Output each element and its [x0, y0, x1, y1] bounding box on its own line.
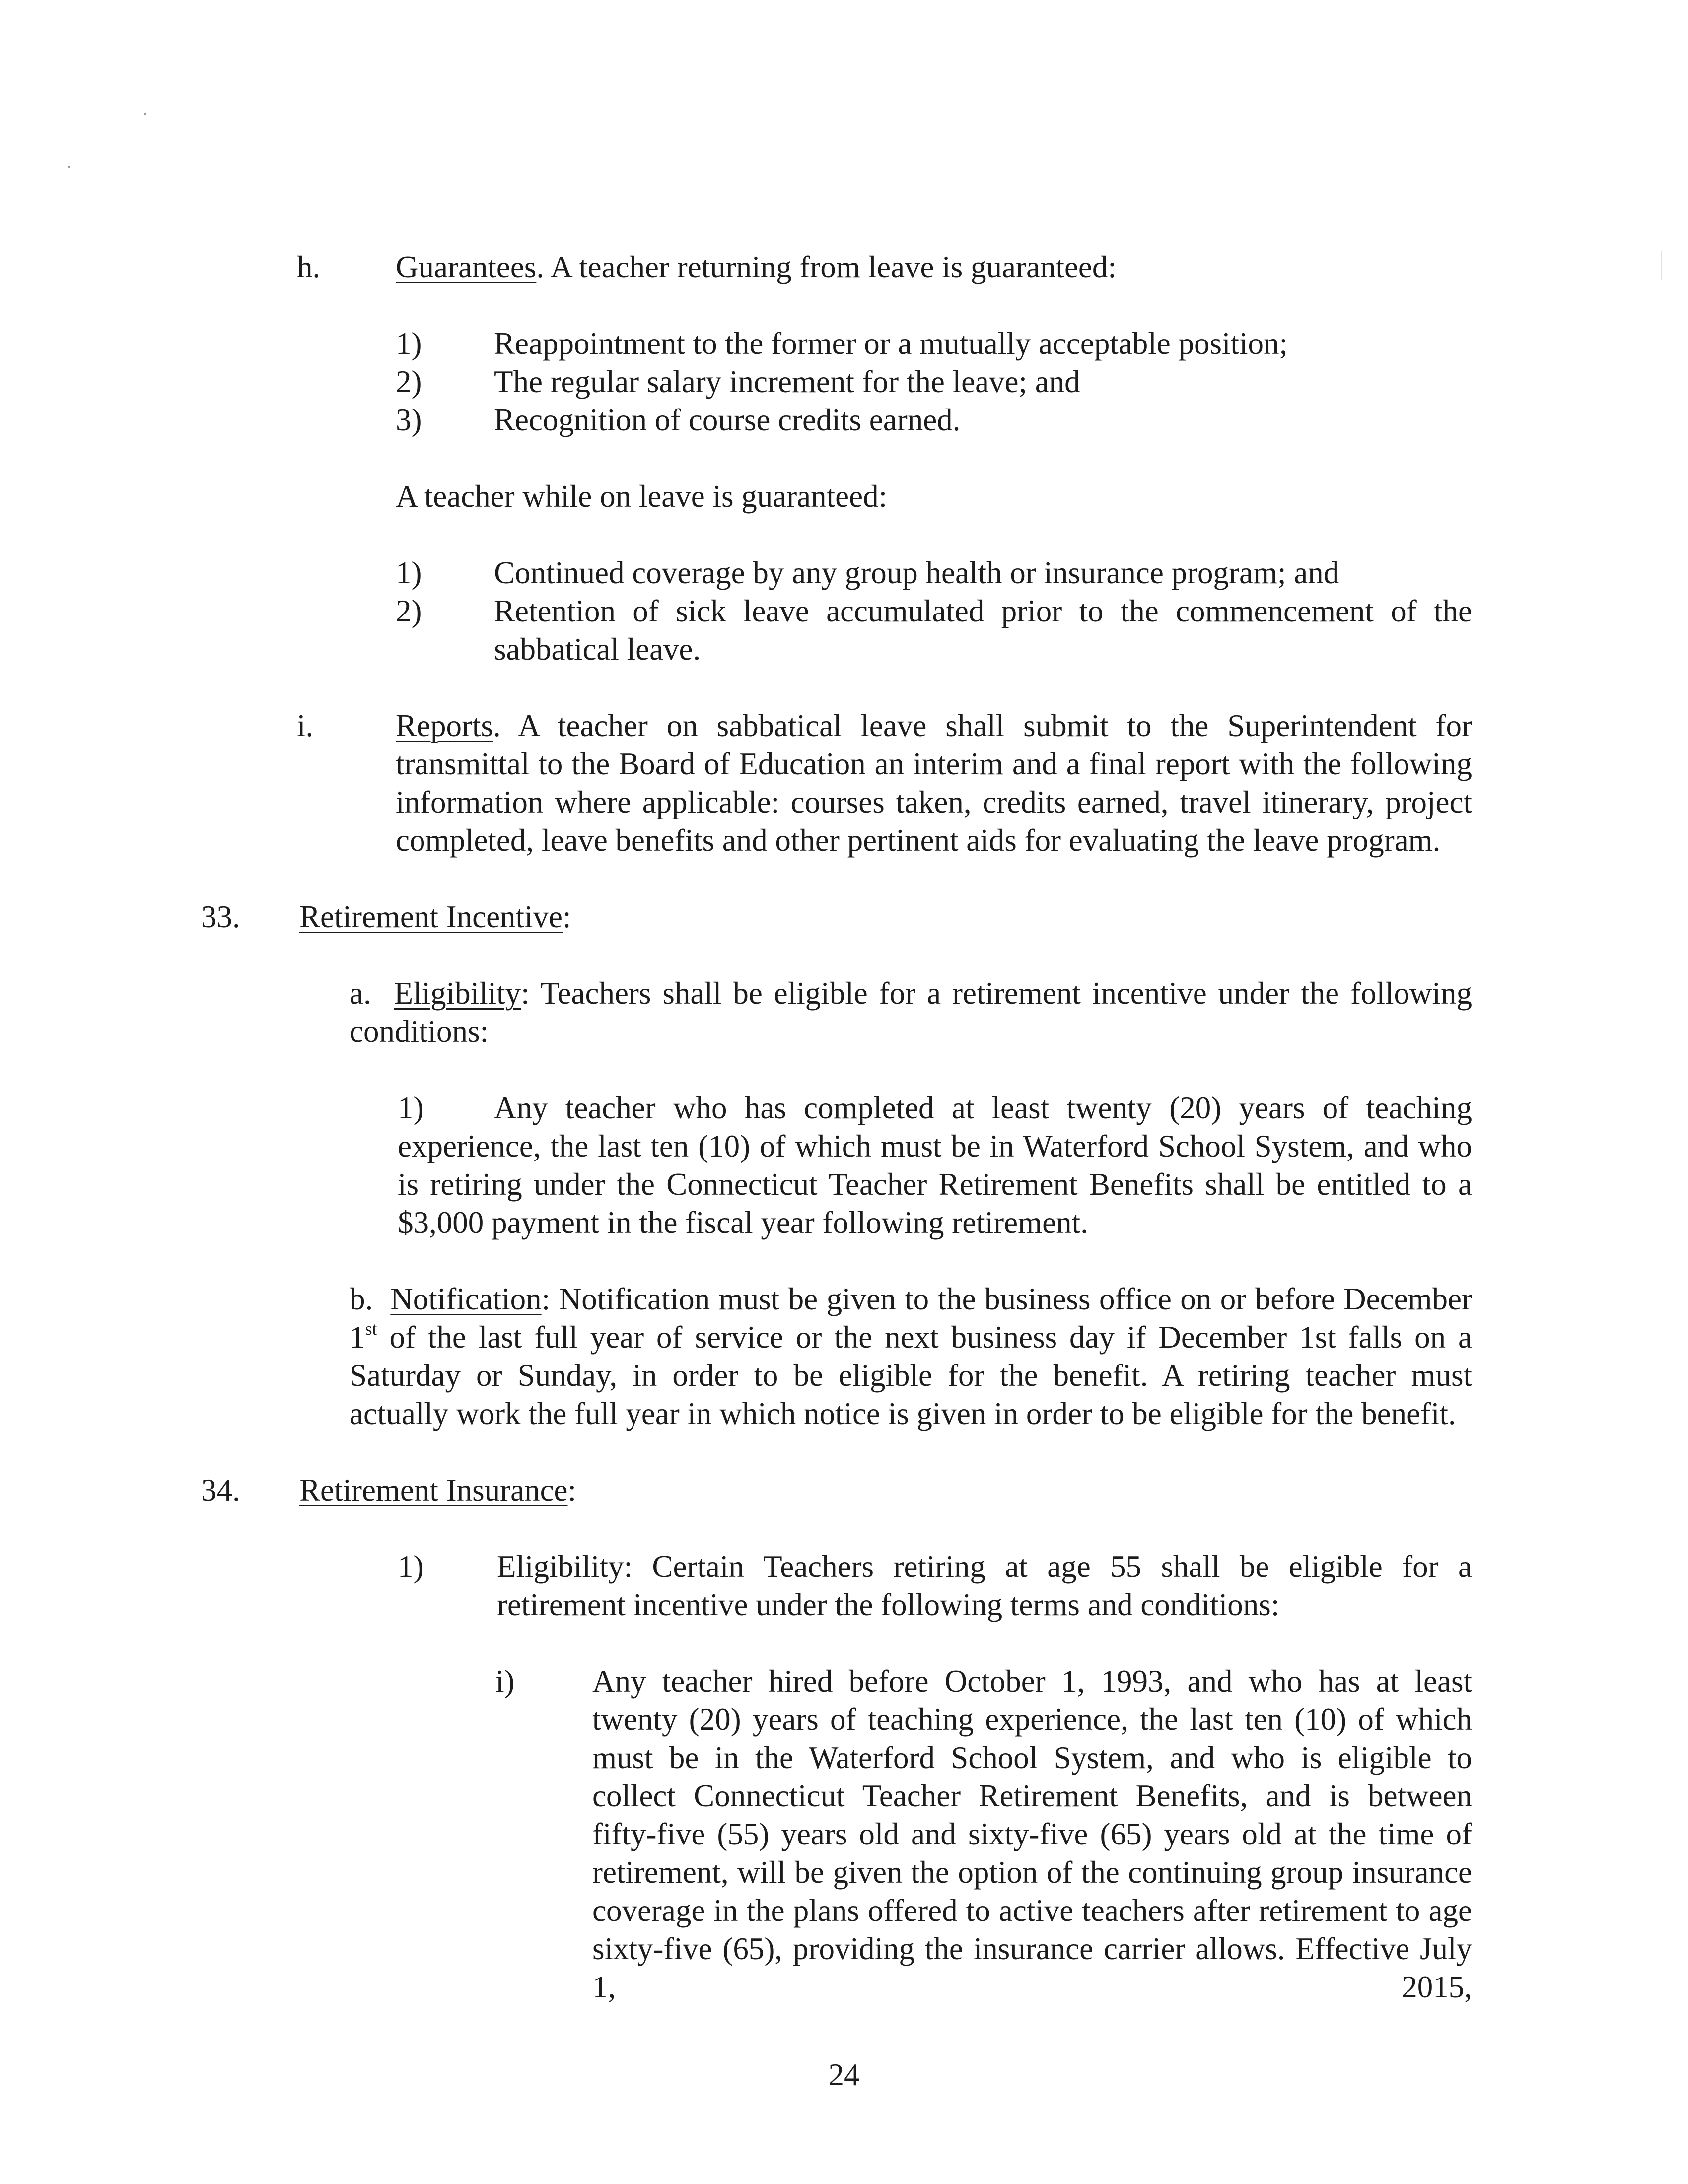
section-33b-body-text: of the last full year of service or the next business day if December 1st falls on a Saturday or Sunday, in order to be eligible for the benefit. A retiring teacher must actually work the full year in which notice is given in order to be eligible for the benefit. — [350, 1320, 1472, 1431]
returning-item-1-num: 1) — [396, 326, 422, 361]
on-leave-item-2-line2: sabbatical leave. — [494, 632, 701, 667]
scan-speck — [68, 166, 70, 168]
returning-item-3-text: Recognition of course credits earned. — [494, 403, 961, 437]
section-34-sub-num: i) — [495, 1664, 515, 1699]
section-33a-text: : Teachers shall be eligible for a retirement incentive under the following conditions: — [350, 976, 1473, 1049]
section-i-line1 — [396, 707, 1472, 745]
returning-item-1-text: Reappointment to the former or a mutually acceptable position; — [494, 326, 1288, 361]
section-33a-item-block — [398, 1089, 1472, 1242]
section-33-title: Retirement Incentive — [299, 899, 563, 934]
section-34-item-text: Eligibility: Certain Teachers retiring at age 55 shall be eligible for a retirement incentive under the following terms and conditions: — [497, 1549, 1472, 1622]
section-33-title-suffix: : — [563, 899, 571, 934]
section-h-heading — [396, 248, 1117, 286]
section-33b-title: Notification — [390, 1282, 542, 1316]
section-34-heading — [299, 1471, 576, 1509]
section-34-number: 34. — [201, 1473, 240, 1507]
returning-item-3-num: 3) — [396, 403, 422, 437]
section-h-intro: . A teacher returning from leave is guaranteed: — [536, 250, 1117, 284]
section-33b-date-sup: st — [365, 1319, 377, 1339]
scan-speck — [1661, 251, 1662, 280]
section-33a-title: Eligibility — [394, 976, 521, 1011]
section-33b-marker: b. — [350, 1282, 373, 1316]
section-33a-paragraph — [350, 974, 1472, 1051]
section-33-heading — [299, 898, 571, 936]
section-33a-marker: a. — [350, 976, 371, 1011]
section-34-title-suffix: : — [567, 1473, 577, 1507]
section-33a-item-line1 — [398, 1089, 1472, 1127]
on-leave-item-1-text: Continued coverage by any group health or insurance program; and — [494, 555, 1339, 590]
section-i-block — [396, 707, 1472, 860]
section-33b-date-day: 1 — [350, 1320, 365, 1355]
returning-item-2-text: The regular salary increment for the leave; and — [494, 364, 1080, 399]
on-leave-item-2-num: 2) — [396, 594, 422, 628]
on-leave-item-2-block — [494, 592, 1472, 669]
section-34-item-num: 1) — [398, 1549, 424, 1584]
on-leave-item-1-num: 1) — [396, 555, 422, 590]
section-34-sub-block — [592, 1662, 1472, 2006]
section-h-title: Guarantees — [396, 250, 537, 284]
section-34-sub-text: Any teacher hired before October 1, 1993, and who has at least twenty (20) years of teaching experience, the last ten (10) of which must be in the Waterford School System, and who is eligible to collect Connecticut Teacher Retirement Benefits, and is between fifty-five (55) years old and sixty-five (65) years old at the time of retirement, will be given the option of the continuing group insurance coverage in the plans offered to active teachers after retirement to age sixty-five (65), providing the insurance carrier allows. Effective July 1, 2015, — [592, 1664, 1472, 2004]
on-leave-item-2-line1: Retention of sick leave accumulated prior to the commencement of the — [494, 594, 1472, 628]
while-on-leave-intro: A teacher while on leave is guaranteed: — [396, 479, 888, 514]
section-33a-block — [350, 974, 1472, 1051]
section-34-title: Retirement Insurance — [299, 1473, 568, 1507]
section-33b-block — [350, 1280, 1472, 1433]
section-33b-line1-text: : Notification must be given to the business office on or before December — [541, 1282, 1473, 1316]
section-33a-item-line1-text: Any teacher who has completed at least twenty (20) years of teaching — [494, 1091, 1472, 1125]
section-i-line1-text: . A teacher on sabbatical leave shall submit to the Superintendent for — [492, 708, 1472, 743]
section-33b-line1 — [350, 1280, 1472, 1318]
section-33a-item-num: 1) — [398, 1091, 424, 1125]
section-i-marker: i. — [297, 708, 314, 743]
section-i-title: Reports — [396, 708, 493, 743]
section-33a-item-body: experience, the last ten (10) of which must be in Waterford School System, and who is retiring under the Connecticut Teacher Retirement Benefits shall be entitled to a $3,000 payment in the fiscal year following retirement. — [398, 1129, 1472, 1240]
section-34-item-block — [497, 1548, 1472, 1624]
section-h-marker: h. — [297, 250, 321, 284]
section-33b-body — [350, 1318, 1472, 1433]
returning-item-2-num: 2) — [396, 364, 422, 399]
scan-speck — [144, 113, 146, 115]
section-i-body: transmittal to the Board of Education an interim and a final report with the following information where applicable: courses taken, credits earned, travel itinerary, project completed, leave benefits and other pertinent aids for evaluating the leave program. — [396, 747, 1472, 858]
page-number: 24 — [828, 2057, 860, 2092]
section-33-number: 33. — [201, 899, 240, 934]
